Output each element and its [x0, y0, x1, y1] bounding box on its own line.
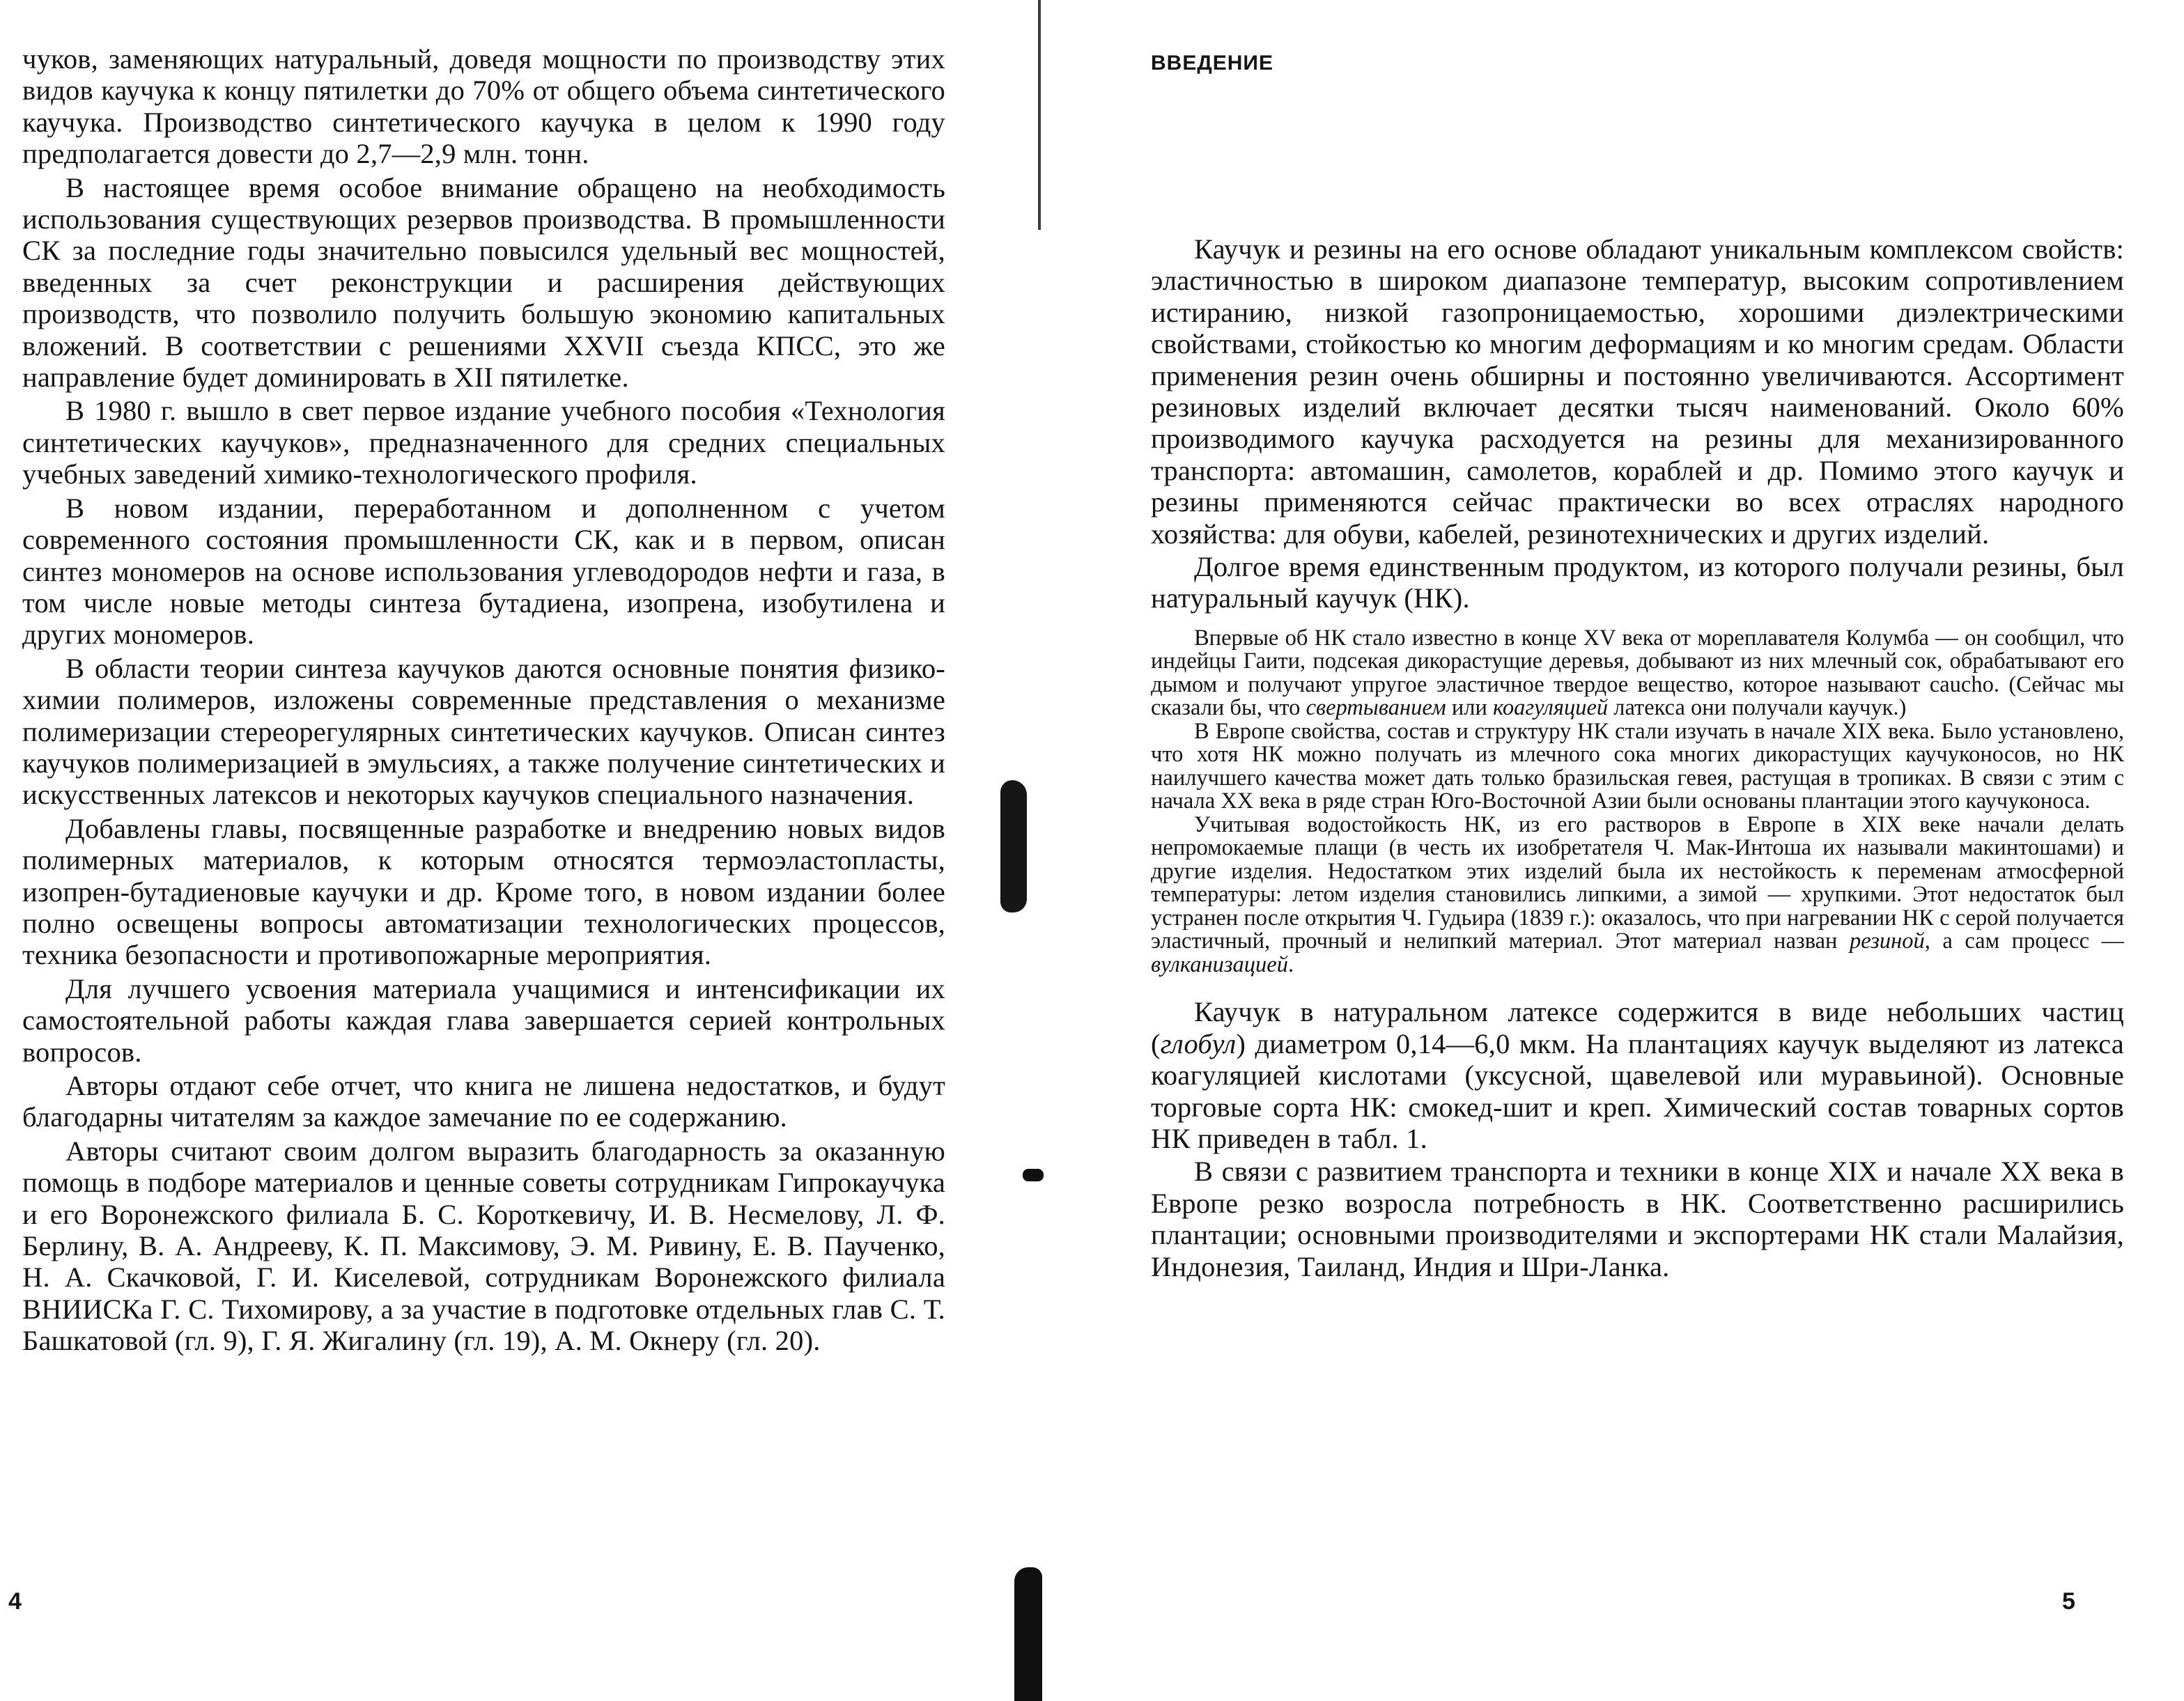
paragraph: В настоящее время особое внимание обращено на необходимость использования существующих резервов производства. В промышленности СК за последние годы значительно повысился удельный вес мощностей, введенных за счет реконструкции и расширения действующих производств, что позволило получить большую экономию капитальных вложений. В соответствии с решениями XXVII съезда КПСС, это же направление будет доминировать в XII пятилетке. [22, 171, 945, 394]
paragraph: Авторы отдают себе отчет, что книга не лишена недостатков, и будут благодарны читателям за каждое замечание по ее содержанию. [22, 1070, 945, 1133]
paragraph: В 1980 г. вышло в свет первое издание учебного пособия «Технология синтетических каучуков», предназначенного для средних специальных учебных заведений химико-технологического профиля. [22, 395, 945, 490]
paragraph: Долгое время единственным продуктом, из которого получали резины, был натуральный каучук (НК). [1151, 551, 2124, 614]
right-page [1087, 0, 2184, 1701]
paragraph: чуков, заменяющих натуральный, доведя мощности по производству этих видов каучука к концу пятилетки до 70% от общего объема синтетического каучука. Производство синтетического каучука в целом к 1990 году предполагается довести до 2,7—2,9 млн. тонн. [22, 43, 945, 170]
page-number: 5 [2062, 1588, 2075, 1615]
paragraph: В новом издании, переработанном и дополненном с учетом современного состояния промышленности СК, как и в первом, описан синтез мономеров на основе использования углеводородов нефти и газа, в том числе новые методы синтеза бутадиена, изопрена, изобутилена и других мономеров. [22, 492, 945, 651]
paragraph: Добавлены главы, посвященные разработке и внедрению новых видов полимерных материалов, к которым относятся термоэластопласты, изопрен-бутадиеновые каучуки и др. Кроме того, в новом издании более полно освещены вопросы автоматизации технологических процессов, техника безопасности и противопожарные мероприятия. [22, 812, 945, 971]
scan-artifact [1023, 1169, 1044, 1181]
paragraph: Авторы считают своим долгом выразить благодарность за оказанную помощь в подборе материалов и ценные советы сотрудникам Гипрокаучука и его Воронежского филиала Б. С. Короткевичу, И. В. Несмелову, Л. Ф. Берлину, В. А. Андрееву, К. П. Максимову, Э. М. Ривину, Е. В. Паученко, Н. А. Скачковой, Г. И. Киселевой, сотрудникам Воронежского филиала ВНИИСКа Г. С. Тихомирову, а за участие в подготовке отдельных глав С. Т. Башкатовой (гл. 9), Г. Я. Жигалину (гл. 19), А. М. Окнеру (гл. 20). [22, 1135, 945, 1357]
scan-artifact [1014, 1567, 1042, 1701]
page-number: 4 [8, 1588, 22, 1615]
right-page-text [1151, 233, 2124, 1284]
paragraph: Каучук и резины на его основе обладают уникальным комплексом свойств: эластичностью в широком диапазоне температур, высоким сопротивлением истиранию, низкой газопроницаемостью, хорошими диэлектрическими свойствами, стойкостью ко многим деформациям и ко многим средам. Области применения резин очень обширны и постоянно увеличиваются. Ассортимент резиновых изделий включает десятки тысяч наименований. Около 60% производимого каучука расходуется на резины для механизированного транспорта: автомашин, самолетов, кораблей и др. Помимо этого каучук и резины применяются сейчас практически во всех отраслях народного хозяйства: для обуви, кабелей, резинотехнических и других изделий. [1151, 233, 2124, 550]
paragraph: В области теории синтеза каучуков даются основные понятия физико-химии полимеров, изложены современные представления о механизме полимеризации стереорегулярных синтетических каучуков. Описан синтез каучуков полимеризацией в эмульсиях, а также получение синтетических и искусственных латексов и некоторых каучуков специального назначения. [22, 652, 945, 811]
binding-shadow [1038, 0, 1041, 230]
paragraph: Для лучшего усвоения материала учащимися и интенсификации их самостоятельной работы каждая глава завершается серией контрольных вопросов. [22, 972, 945, 1068]
scan-artifact [1000, 780, 1027, 912]
paragraph: В связи с развитием транспорта и техники в конце XIX и начале XX века в Европе резко возросла потребность в НК. Соответственно расширились плантации; основными производителями и экспортерами НК стали Малайзия, Индонезия, Таиланд, Индия и Шри-Ланка. [1151, 1156, 2124, 1282]
paragraph: Каучук в натуральном латексе содержится в виде небольших частиц (глобул) диаметром 0,14—6,0 мкм. На плантациях каучук выделяют из латекса коагуляцией кислотами (уксусной, щавелевой или муравьиной). Основные торговые сорта НК: смокед-шит и креп. Химический состав товарных сортов НК приведен в табл. 1. [1151, 996, 2124, 1154]
left-page-text [22, 43, 945, 1359]
small-paragraph: В Европе свойства, состав и структуру НК стали изучать в начале XIX века. Было установлено, что хотя НК можно получать из млечного сока многих дикорастущих каучуконосов, но НК наилучшего качества может дать только бразильская гевея, растущая в тропиках. В связи с этим с начала XX века в ряде стран Юго-Восточной Азии были основаны плантации этого каучуконоса. [1151, 718, 2124, 814]
small-paragraph: Учитывая водостойкость НК, из его растворов в Европе в XIX веке начали делать непромокаемые плащи (в честь их изобретателя Ч. Мак-Интоша их называли макинтошами) и другие изделия. Недостатком этих изделий была их нестойкость к переменам атмосферной температуры: летом изделия становились липкими, а зимой — хрупкими. Этот недостаток был устранен после открытия Ч. Гудьира (1839 г.): оказалось, что при нагревании НК с серой получается эластичный, прочный и нелипкий материал. Этот материал назван резиной, а сам процесс — вулканизацией. [1151, 811, 2124, 977]
left-page [0, 0, 1017, 1701]
small-print-block [1151, 627, 2124, 977]
small-paragraph: Впервые об НК стало известно в конце XV века от мореплавателя Колумба — он сообщил, что индейцы Гаити, подсекая дикорастущие деревья, добывают из них млечный сок, обрабатывают его дымом и получают упругое эластичное твердое вещество, которое называют caucho. (Сейчас мы сказали бы, что свертыванием или коагуляцией латекса они получали каучук.) [1151, 625, 2124, 721]
running-head: ВВЕДЕНИЕ [1151, 52, 1273, 75]
